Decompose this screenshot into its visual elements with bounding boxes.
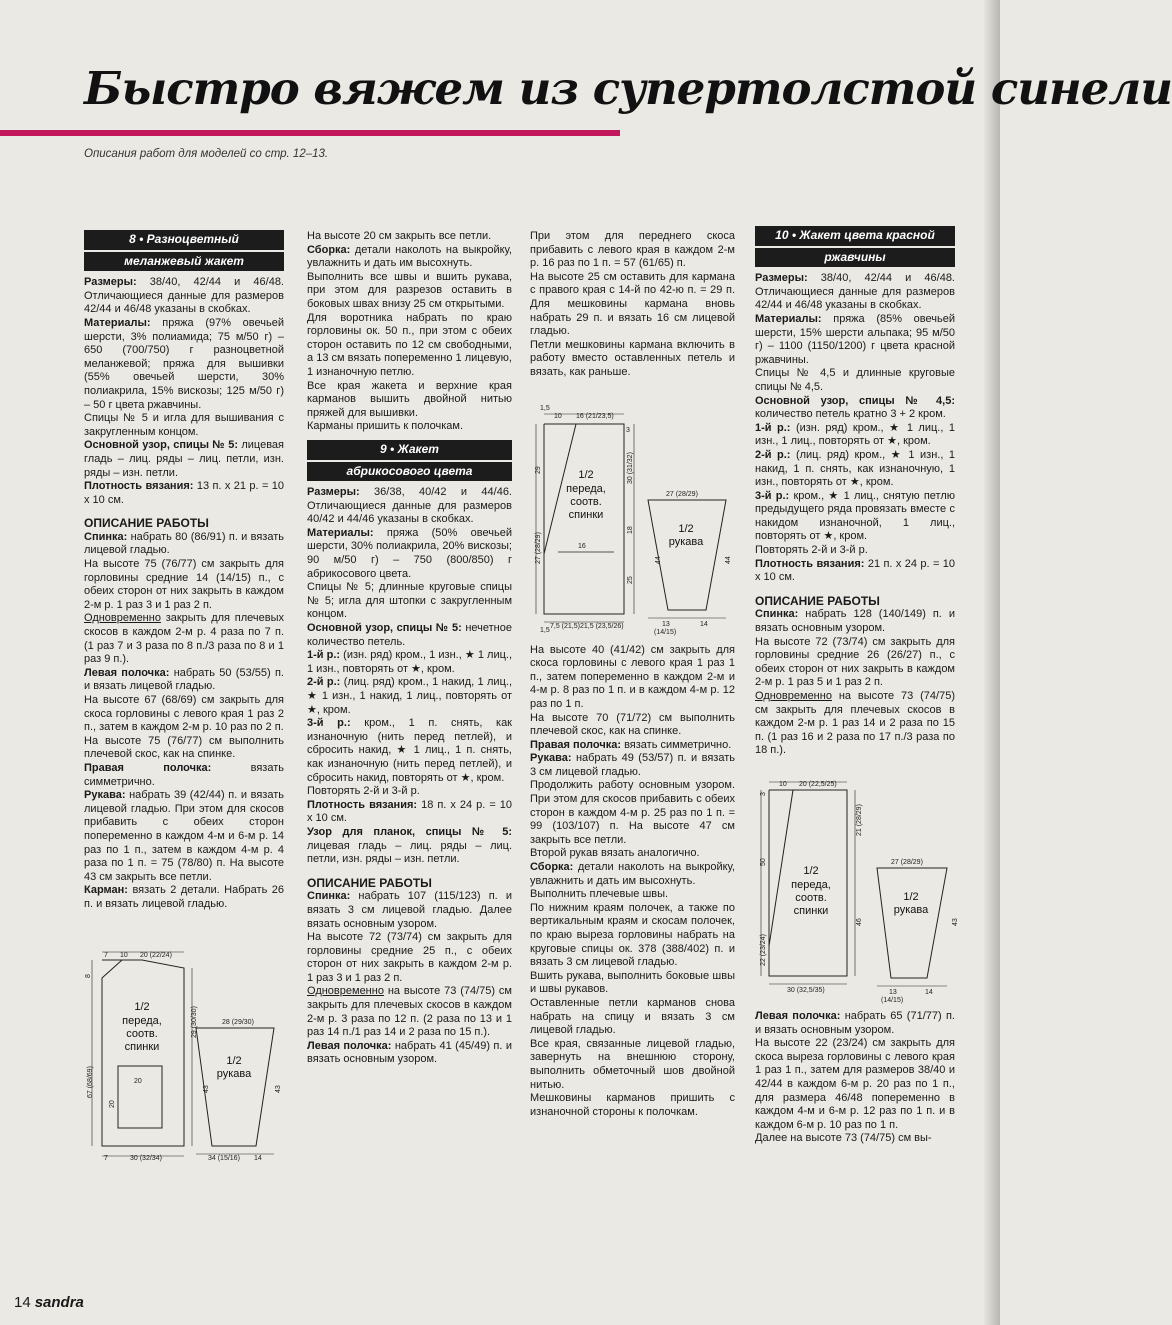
svg-text:спинки: спинки [793,904,829,917]
sizes-para: Размеры: 36/38, 40/42 и 44/46. Отличающиеся данные для размеров 40/42 и 44/46 указаны в скобках. [307,486,512,526]
page-footer [14,1294,84,1311]
svg-text:соотв.: соотв. [570,495,602,508]
schema-model-9 [530,404,735,634]
svg-text:1/2: 1/2 [803,864,819,877]
back-para-3: Одновременно на высоте 73 (74/75) см закрыть для плечевых скосов в каждом 2-м р. 1 раз 14 и 2 раза по 15 п. (1 раз 16 и 2 раза по 17 п./3 раза по 18 п.). [755,690,955,757]
svg-text:3: 3 [760,792,767,796]
svg-text:20 (22,5/25): 20 (22,5/25) [799,780,837,788]
work-title: ОПИСАНИЕ РАБОТЫ [84,516,209,531]
pocket-para: Карман: вязать 2 детали. Набрать 26 п. и вязать лицевой гладью. [84,884,285,910]
svg-text:8: 8 [85,973,92,978]
svg-text:28 (29/30): 28 (29/30) [222,1018,254,1026]
schema-model-10 [755,776,960,1004]
bands-para: Узор для планок, спицы № 5: лицевая гладь – лиц. ряды – лиц. петли, изн. ряды – изн. петли. [307,825,512,866]
left-front-para: Левая полочка: набрать 65 (71/77) п. и вязать основным узором. [755,1009,955,1036]
sleeves-para-2: Продолжить работу основным узором. При этом для скосов прибавить с обеих сторон в каждом 4-м р. 25 раз по 1 п. = 99 (103/107) п. На высоте 47 см закрыть все петли. [530,779,735,846]
svg-text:43: 43 [275,1084,282,1093]
svg-text:44: 44 [725,555,732,564]
svg-text:(14/15): (14/15) [654,628,677,636]
svg-text:10: 10 [120,951,128,959]
materials-para: Материалы: пряжа (85% овечьей шерсти, 15% шерсти альпака; 95 м/50 г) – 1100 (1150/1200) г цвета красной ржавчины. [755,312,955,366]
needles-para: Спицы № 4,5 и длинные круговые спицы № 4,5. [755,367,955,393]
needles-para: Спицы № 5; длинные круговые спицы № 5; игла для штопки с закругленным концом. [307,581,512,621]
shoulder-seams-para: Выполнить плечевые швы. [530,888,669,901]
svg-text:46: 46 [856,918,863,926]
svg-text:44: 44 [655,555,662,564]
svg-text:43: 43 [952,918,959,926]
column-3 [530,230,735,1119]
sleeve-2-para: Второй рукав вязать аналогично. [530,847,700,860]
svg-text:спинки: спинки [124,1040,160,1053]
sew-sleeves-para: Вшить рукава, выполнить боковые швы и швы рукавов. [530,969,735,996]
column-4 [755,226,959,1146]
back-para: Спинка: набрать 128 (140/149) п. и вязать основным узором. [755,608,955,635]
svg-text:рукава: рукава [216,1067,252,1080]
svg-text:14: 14 [700,620,708,628]
work-title: ОПИСАНИЕ РАБОТЫ [307,875,432,890]
svg-text:30 (32/34): 30 (32/34) [130,1154,162,1162]
materials-para: Материалы: пряжа (50% овечьей шерсти, 30% полиакрила, 20% вискозы; 90 м/50 г) – 750 (800/850) г абрикосового цвета. [307,526,512,580]
svg-text:25: 25 [627,575,634,584]
row3-para: 3-й р.: кром., ★ 1 лиц., снятую петлю предыдущего ряда провязать вместе с накидом изнаночной, 1 лиц., повторять от ★, кром. [755,489,955,543]
column-2 [307,230,512,1067]
svg-text:соотв.: соотв. [126,1027,158,1040]
page-edge-shadow [984,0,1000,1325]
svg-text:34 (15/16): 34 (15/16) [208,1154,240,1162]
repeat-para: Повторять 2-й и 3-й р. [307,785,420,798]
pattern-para: Основной узор, спицы № 5: нечетное количество петель. [307,622,512,648]
svg-text:67 (68/69): 67 (68/69) [87,1065,94,1098]
pockets-para: Карманы пришить к полочкам. [307,420,464,433]
neckline-para: На высоте 40 (41/42) см закрыть для скоса горловины с левого края 1 раз 1 п., затем попеременно в каждом 2-м и 4-м р. 8 раз по 1 п. и в каждом 4-м р. 12 раз по 1 п. [530,643,735,710]
svg-text:21 (28/29): 21 (28/29) [856,804,863,836]
model-8-badge-2: меланжевый жакет [84,252,284,272]
column-1 [84,230,284,1163]
edges-para: Все края жакета и верхние края карманов вышить двойной нитью пряжей для вышивки. [307,379,512,419]
row2-para: 2-й р.: (лиц. ряд) кром., 1 накид, 1 лиц., ★ 1 изн., 1 накид, 1 лиц., повторять от ★, кром. [307,676,512,716]
model-8-badge: 8 • Разноцветный [84,230,284,250]
left-front-para-3: На высоте 75 (76/77) см выполнить плечевой скос, как на спинке. [84,734,284,761]
brand-logo: sandra [34,1294,84,1311]
svg-text:7,5 (21,5): 7,5 (21,5) [550,622,580,630]
svg-text:27 (28/29): 27 (28/29) [891,858,923,866]
left-front-para: Левая полочка: набрать 41 (45/49) п. и вязать основным узором. [307,1039,512,1066]
svg-text:30 (32,5/35): 30 (32,5/35) [787,986,825,994]
row1-para: 1-й р.: (изн. ряд) кром., 1 изн., ★ 1 лиц., 1 изн., повторять от ★, кром. [307,649,512,675]
svg-text:13: 13 [662,620,670,628]
svg-text:1,5: 1,5 [540,626,550,634]
page-subtitle: Описания работ для моделей со стр. 12–13. [84,148,329,160]
sleeves-para: Рукава: набрать 39 (42/44) п. и вязать лицевой гладью. При этом для скосов прибавить с обеих сторон попеременно в каждом 4-м и 6-м р. 14 раз по 1 п., затем в каждом 4-м р. 4 раза по 1 п. = 75 (78/80) п. На высоте 43 см закрыть все петли. [84,789,284,883]
model-9-badge-2: абрикосового цвета [307,462,512,482]
svg-text:1,5: 1,5 [540,404,550,412]
svg-text:14: 14 [254,1154,262,1162]
back-para: Спинка: набрать 80 (86/91) п. и вязать лицевой гладью. [84,530,284,557]
svg-text:1/2: 1/2 [134,1000,150,1013]
pocket-lining-para: Мешковины карманов пришить с изнаночной стороны к полочкам. [530,1092,735,1118]
svg-text:переда,: переда, [791,878,831,891]
left-front-para-2: На высоте 22 (23/24) см закрыть для скоса выреза горловины с левого края 1 раз 1 п., затем для размеров 38/40 и 42/44 в каждом 6-м р. 20 раз по 1 п., для размера 46/48 попеременно в каждом 4-м и 6-м р. 12 раз по 1 п. и в каждом 6-м р. 10 раз по 1 п. [755,1037,955,1131]
row2-para: 2-й р.: (лиц. ряд) кром., ★ 1 изн., 1 накид, 1 п. снять, как изнаночную, 1 изн., повторять от ★, кром. [755,448,955,489]
back-para-3: Одновременно на высоте 73 (74/75) см закрыть для плечевых скосов в каждом 2-м р. 3 раза по 12 п. (2 раза по 13 и 1 раз 14 п./1 раз 14 и 2 раза по 15 п.). [307,985,512,1039]
needles-para: Спицы № 5 и игла для вышивания с закругленным концом. [84,412,284,438]
svg-text:18: 18 [627,525,634,534]
pocket-para: На высоте 25 см оставить для кармана с правого края с 14-й по 42-ю п. = 29 п. Для мешковины кармана вновь набрать 29 п. и вязать 16 см лицевой гладью. [530,270,735,338]
back-para-2: На высоте 75 (76/77) см закрыть для горловины средние 14 (14/15) п., с обеих сторон от них закрыть в каждом 2-м р. 1 раз 3 и 1 раз 2 п. [84,558,284,611]
svg-text:30 (31/32): 30 (31/32) [627,451,634,484]
svg-text:14: 14 [925,988,933,996]
svg-text:соотв.: соотв. [795,891,827,904]
svg-text:20: 20 [109,1099,116,1108]
edges-para: По нижним краям полочек, а также по вертикальным краям и скосам полочек, по краю выреза горловины набрать на круговые спицы ок. 378 (388/402) п. и вязать 3 см лицевой гладью. [530,901,735,969]
right-front-para: Правая полочка: вязать симметрично. [84,761,284,788]
model-10-badge-2: ржавчины [755,248,955,268]
pattern-para: Основной узор, спицы № 5: лицевая гладь – лиц. ряды – лиц. петли, изн. ряды – изн. петли. [84,439,284,479]
pocket-stitches-para: Оставленные петли карманов снова набрать на спицу и вязать 3 см лицевой гладью. [530,996,735,1037]
svg-text:13: 13 [889,988,897,996]
back-para-2: На высоте 72 (73/74) см закрыть для горловины средние 25 п., с обеих сторон от них закрыть в каждом 2-м р. 1 раз 3 и 1 раз 2 п. [307,931,512,984]
hem-para: Все края, связанные лицевой гладью, завернуть на внешнюю сторону, выполнить обметочный шов двойной нитью. [530,1037,735,1091]
svg-text:7: 7 [104,1154,108,1162]
title-underline-bar [0,130,620,136]
svg-text:переда,: переда, [566,482,606,495]
seams-para: Выполнить все швы и вшить рукава, при этом для разрезов оставить в боковых швах внизу 25 см открытыми. [307,270,512,310]
model-10-badge: 10 • Жакет цвета красной [755,226,955,246]
left-front-para-3: Далее на высоте 73 (74/75) см вы- [755,1132,932,1145]
svg-text:50: 50 [760,858,767,866]
svg-text:3: 3 [626,426,630,434]
svg-text:рукава: рукава [668,535,704,548]
sizes-para: Размеры: 38/40, 42/44 и 46/48. Отличающиеся данные для размеров 42/44 и 46/48 указаны в скобках. [84,276,284,316]
svg-text:27 (28/29): 27 (28/29) [666,490,698,498]
left-front-para: Левая полочка: набрать 50 (53/55) п. и вязать лицевой гладью. [84,666,284,693]
svg-text:7: 7 [104,951,108,959]
back-para: Спинка: набрать 107 (115/123) п. и вязать 3 см лицевой гладью. Далее вязать основным узором. [307,890,512,930]
svg-text:29 (30/30): 29 (30/30) [191,1005,198,1038]
row1-para: 1-й р.: (изн. ряд) кром., ★ 1 лиц., 1 изн., 1 лиц., повторять от ★, кром. [755,421,955,448]
svg-text:20: 20 [134,1077,142,1085]
pattern-para: Основной узор, спицы № 4,5: количество петель кратно 3 + 2 кром. [755,394,955,421]
svg-text:переда,: переда, [122,1014,162,1027]
model-9-badge: 9 • Жакет [307,440,512,460]
page-title: Быстро вяжем из супертолстой синели [84,62,1172,115]
pocket-para-2: Петли мешковины кармана включить в работу вместо оставленных петель и вязать, как раньше. [530,338,735,378]
sizes-para: Размеры: 38/40, 42/44 и 46/48. Отличающиеся данные для размеров 42/44 и 46/48 указаны в скобках. [755,272,955,312]
back-para-2: На высоте 72 (73/74) см закрыть для горловины средние 26 (26/27) п., с обеих сторон от них закрыть в каждом 2-м р. 1 раз 5 и 1 раз 2 п. [755,635,955,689]
repeat-para: Повторять 2-й и 3-й р. [755,544,868,557]
collar-para: Для воротника набрать по краю горловины ок. 50 п., при этом с обеих сторон оставить по 12 см свободными, а 13 см вязать попеременно 1 лицевую, 1 изнаночную петлю. [307,311,512,378]
density-para: Плотность вязания: 18 п. x 24 р. = 10 x 10 см. [307,798,513,825]
svg-text:спинки: спинки [568,508,604,521]
right-front-para: Правая полочка: вязать симметрично. [530,738,732,751]
svg-text:22 (23/24): 22 (23/24) [760,934,767,966]
assembly-para: Сборка: детали наколоть на выкройку, увлажнить и дать им высохнуть. [307,243,512,270]
close-para: На высоте 20 см закрыть все петли. [307,230,492,242]
svg-text:1/2: 1/2 [678,522,694,535]
back-para-3: Одновременно закрыть для плечевых скосов в каждом 2-м р. 4 раза по 7 п. (1 раз 7 и 3 раза по 8 п./3 раза по 8 и 1 раз 9 п.). [84,612,284,666]
density-para: Плотность вязания: 21 п. x 24 р. = 10 x 10 см. [755,557,956,584]
svg-text:1/2: 1/2 [578,468,594,481]
work-title: ОПИСАНИЕ РАБОТЫ [755,593,880,608]
svg-text:27 (28/29): 27 (28/29) [535,531,542,564]
svg-text:(14/15): (14/15) [881,996,904,1004]
svg-text:20 (22/24): 20 (22/24) [140,951,172,959]
row3-para: 3-й р.: кром., 1 п. снять, как изнаночную (нить перед петлей), и сбросить накид, ★ 1 лиц., 1 п. снять, как изнаночную (нить перед петлей), и сбросить накид, повторять от ★, кром. [307,717,512,784]
density-para: Плотность вязания: 13 п. x 21 р. = 10 x 10 см. [84,480,285,506]
schema-model-8 [84,948,289,1163]
svg-text:рукава: рукава [893,903,929,916]
materials-para: Материалы: пряжа (97% овечьей шерсти, 3% полиамида; 75 м/50 г) – 650 (700/750) г разноцветной меланжевой; пряжа для вышивки (55% овечьей шерсти, 30% полиакрила, 15% вискозы; 125 м/50 г) – 50 г цвета ржавчины. [84,316,284,411]
page-number: 14 [14,1294,31,1311]
shoulder-para: На высоте 70 (71/72) см выполнить плечевой скос, как на спинке. [530,711,735,738]
svg-text:10: 10 [554,412,562,420]
slope-para: При этом для переднего скоса прибавить с левого края в каждом 2-м р. 16 раз по 1 п. = 57 (61/65) п. [530,230,735,270]
svg-text:43: 43 [203,1084,210,1093]
svg-text:21,5 (23,5/26): 21,5 (23,5/26) [580,622,624,630]
svg-text:29: 29 [535,465,542,474]
svg-text:16 (21/23,5): 16 (21/23,5) [576,412,614,420]
svg-text:1/2: 1/2 [903,890,919,903]
assembly-para: Сборка: детали наколоть на выкройку, увлажнить и дать им высохнуть. [530,861,735,887]
svg-text:10: 10 [779,780,787,788]
sleeves-para: Рукава: набрать 49 (53/57) п. и вязать 3 см лицевой гладью. [530,752,735,778]
svg-text:16: 16 [578,542,586,550]
svg-text:1/2: 1/2 [226,1054,242,1067]
left-front-para-2: На высоте 67 (68/69) см закрыть для скоса горловины с левого края 1 раз 2 п., затем в каждом 2-м р. 10 раз по 2 п. [84,694,284,734]
